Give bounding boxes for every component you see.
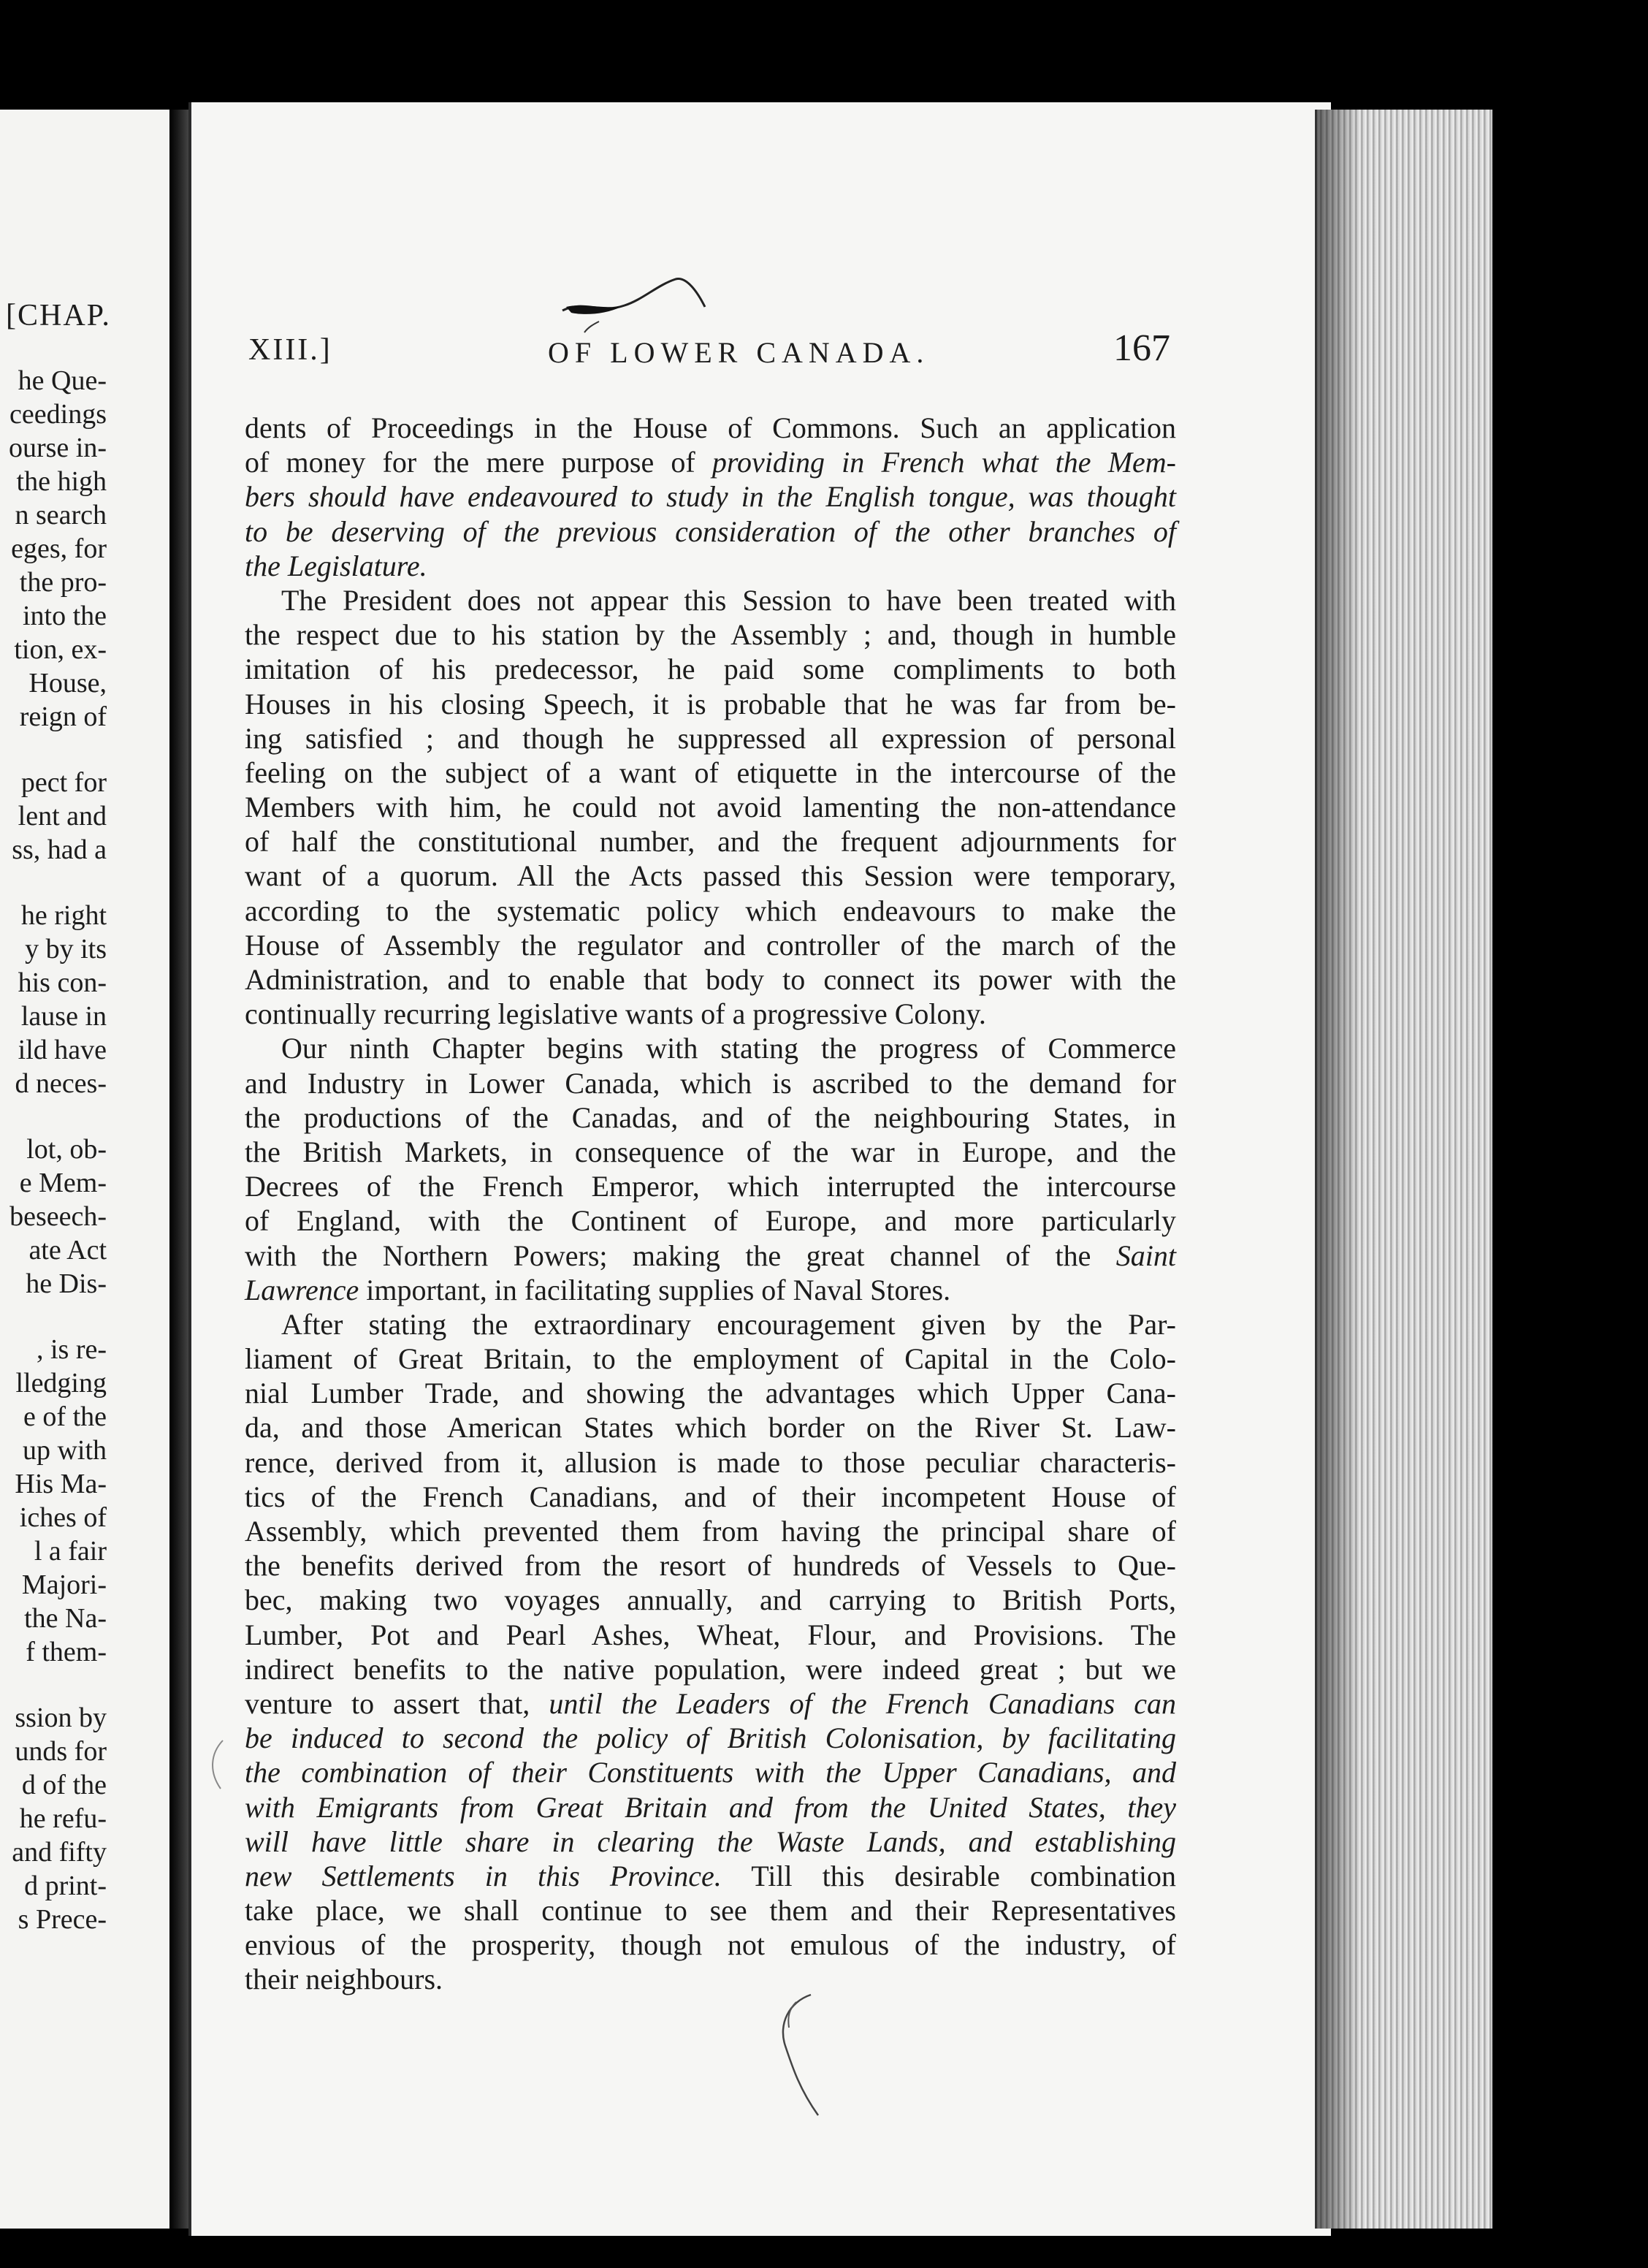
left-page-line: d of the <box>21 1770 107 1800</box>
text-line: liament of Great Britain, to the employment of Capital in the Colo- <box>245 1342 1176 1376</box>
left-page-line: His Ma- <box>15 1469 107 1499</box>
text-line: with Emigrants from Great Britain and from the United States, they <box>245 1790 1176 1824</box>
left-page-line: lent and <box>18 801 107 832</box>
left-page-line: he Que- <box>18 365 107 396</box>
left-page-line: e of the <box>23 1401 107 1432</box>
left-page-text <box>0 364 169 1936</box>
paragraph <box>245 583 1176 1031</box>
text-line: according to the systematic policy which endeavours to make the <box>245 894 1176 927</box>
left-page-line: he right <box>20 900 107 931</box>
pencil-flourish <box>767 1987 825 2119</box>
left-page-line: ate Act <box>28 1235 107 1266</box>
left-page-line: y by its <box>25 934 107 964</box>
text-line: and Industry in Lower Canada, which is ascribed to the demand for <box>245 1066 1176 1100</box>
text-line: with the Northern Powers; making the great channel of the Saint <box>245 1238 1176 1272</box>
text-line: Our ninth Chapter begins with stating the progress of Commerce <box>281 1032 1176 1065</box>
left-page-gap <box>0 1669 169 1701</box>
text-line: new Settlements in this Province. Till this desirable combination <box>245 1859 1176 1892</box>
text-line: the respect due to his station by the Assembly ; and, though in humble <box>245 618 1176 652</box>
left-page-line: up with <box>22 1435 107 1466</box>
text-line: feeling on the subject of a want of etiquette in the intercourse of the <box>245 756 1176 789</box>
left-page-line: reign of <box>19 701 107 732</box>
text-line: of money for the mere purpose of providing in French what the Mem- <box>245 446 1176 479</box>
left-page-line: n search <box>15 500 107 530</box>
text-line: House of Assembly the regulator and controller of the march of the <box>245 928 1176 962</box>
left-page-line: into the <box>22 601 107 631</box>
text-line: Lawrence important, in facilitating supplies of Naval Stores. <box>245 1273 951 1306</box>
margin-pencil-mark <box>205 1739 226 1790</box>
text-line: da, and those American States which border on the River St. Law- <box>245 1411 1176 1445</box>
left-page-line: eges, for <box>11 533 107 564</box>
left-page-line: lause in <box>20 1001 107 1032</box>
text-line: want of a quorum. All the Acts passed this Session were temporary, <box>245 859 1176 893</box>
page-edges <box>1315 110 1492 2229</box>
left-page-gap <box>0 1301 169 1333</box>
left-page-line: l a fair <box>34 1536 107 1567</box>
text-line: Members with him, he could not avoid lamenting the non-attendance <box>245 791 1176 824</box>
text-line: rence, derived from it, allusion is made to those peculiar characteris- <box>245 1445 1176 1479</box>
left-facing-page <box>0 110 172 2229</box>
left-page-gap <box>0 867 169 899</box>
left-page-line: lledging <box>15 1368 107 1399</box>
left-page-gap <box>0 1100 169 1133</box>
left-page-line: ss, had a <box>12 834 107 865</box>
body-text <box>245 411 1176 1997</box>
text-line: ing satisfied ; and though he suppressed all expression of personal <box>245 721 1176 755</box>
text-line: bec, making two voyages annually, and carrying to British Ports, <box>245 1583 1176 1617</box>
left-page-line: and fifty <box>12 1837 107 1868</box>
left-page-line: he Dis- <box>26 1268 107 1299</box>
text-line: the British Markets, in consequence of the war in Europe, and the <box>245 1135 1176 1168</box>
left-page-line: the pro- <box>19 567 107 598</box>
text-line: of half the constitutional number, and the frequent adjournments for <box>245 825 1176 859</box>
left-page-gap <box>0 734 169 766</box>
left-page-line: iches of <box>19 1502 107 1533</box>
text-line: The President does not appear this Session to have been treated with <box>281 583 1176 617</box>
text-line: Administration, and to enable that body to connect its power with the <box>245 963 1176 996</box>
paragraph <box>245 411 1176 583</box>
left-page-line: House, <box>28 668 107 699</box>
text-line: nial Lumber Trade, and showing the advantages which Upper Cana- <box>245 1377 1176 1410</box>
left-page-line: f them- <box>26 1637 107 1667</box>
left-page-line: beseech- <box>9 1201 107 1232</box>
text-line: continually recurring legislative wants of a progressive Colony. <box>245 997 986 1031</box>
left-page-line: lot, ob- <box>26 1134 107 1165</box>
text-line: of England, with the Continent of Europe, and more particularly <box>245 1204 1176 1238</box>
left-page-line: e Mem- <box>19 1168 107 1198</box>
left-page-line: d neces- <box>15 1068 107 1099</box>
left-page-line: he refu- <box>19 1803 107 1834</box>
left-page-line: ceedings <box>9 399 107 430</box>
left-page-line: his con- <box>18 967 107 998</box>
paragraph <box>245 1307 1176 1997</box>
page-number: 167 <box>1113 327 1170 369</box>
chapter-marker: XIII.] <box>248 333 332 367</box>
text-line: be induced to second the policy of British Colonisation, by facilitating <box>245 1721 1176 1755</box>
text-line: the benefits derived from the resort of hundreds of Vessels to Que- <box>245 1549 1176 1583</box>
text-line: envious of the prosperity, though not emulous of the industry, of <box>245 1928 1176 1962</box>
left-page-line: the Na- <box>24 1603 107 1634</box>
left-page-line: s Prece- <box>18 1904 107 1935</box>
text-line: venture to assert that, until the Leaders of the French Canadians can <box>245 1686 1176 1720</box>
left-page-line: , is re- <box>36 1334 107 1365</box>
text-line: take place, we shall continue to see them and their Representatives <box>245 1894 1176 1928</box>
text-line: dents of Proceedings in the House of Commons. Such an application <box>245 411 1176 444</box>
book-gutter <box>169 110 190 2229</box>
left-page-line: ourse in- <box>8 433 107 463</box>
left-page-line: ild have <box>18 1035 107 1065</box>
text-line: imitation of his predecessor, he paid some compliments to both <box>245 652 1176 686</box>
text-line: After stating the extraordinary encouragement given by the Par- <box>281 1307 1176 1341</box>
text-line: their neighbours. <box>245 1963 443 1996</box>
text-line: Decrees of the French Emperor, which interrupted the intercourse <box>245 1170 1176 1203</box>
text-line: tics of the French Canadians, and of their incompetent House of <box>245 1480 1176 1513</box>
left-page-header: [CHAP. <box>6 299 111 332</box>
left-page-line: ssion by <box>15 1702 107 1733</box>
text-line: Houses in his closing Speech, it is probable that he was far from be- <box>245 687 1176 720</box>
left-page-line: d print- <box>24 1871 107 1901</box>
left-page-line: unds for <box>15 1736 107 1767</box>
left-page-line: Majori- <box>21 1569 107 1600</box>
left-page-line: pect for <box>20 767 107 798</box>
left-page-line: tion, ex- <box>14 634 107 665</box>
running-title: OF LOWER CANADA. <box>548 336 930 369</box>
text-line: to be deserving of the previous consideration of the other branches of <box>245 514 1176 548</box>
text-line: the Legislature. <box>245 549 427 582</box>
text-line: the combination of their Constituents with the Upper Canadians, and <box>245 1756 1176 1789</box>
text-line: Assembly, which prevented them from having the principal share of <box>245 1515 1176 1548</box>
running-head <box>248 327 1191 384</box>
text-line: the productions of the Canadas, and of the neighbouring States, in <box>245 1100 1176 1134</box>
text-line: indirect benefits to the native population, were indeed great ; but we <box>245 1652 1176 1686</box>
left-page-line: the high <box>16 466 107 497</box>
paragraph <box>245 1031 1176 1307</box>
text-line: Lumber, Pot and Pearl Ashes, Wheat, Flour, and Provisions. The <box>245 1618 1176 1651</box>
text-line: will have little share in clearing the Waste Lands, and establishing <box>245 1824 1176 1858</box>
text-line: bers should have endeavoured to study in the English tongue, was thought <box>245 480 1176 514</box>
